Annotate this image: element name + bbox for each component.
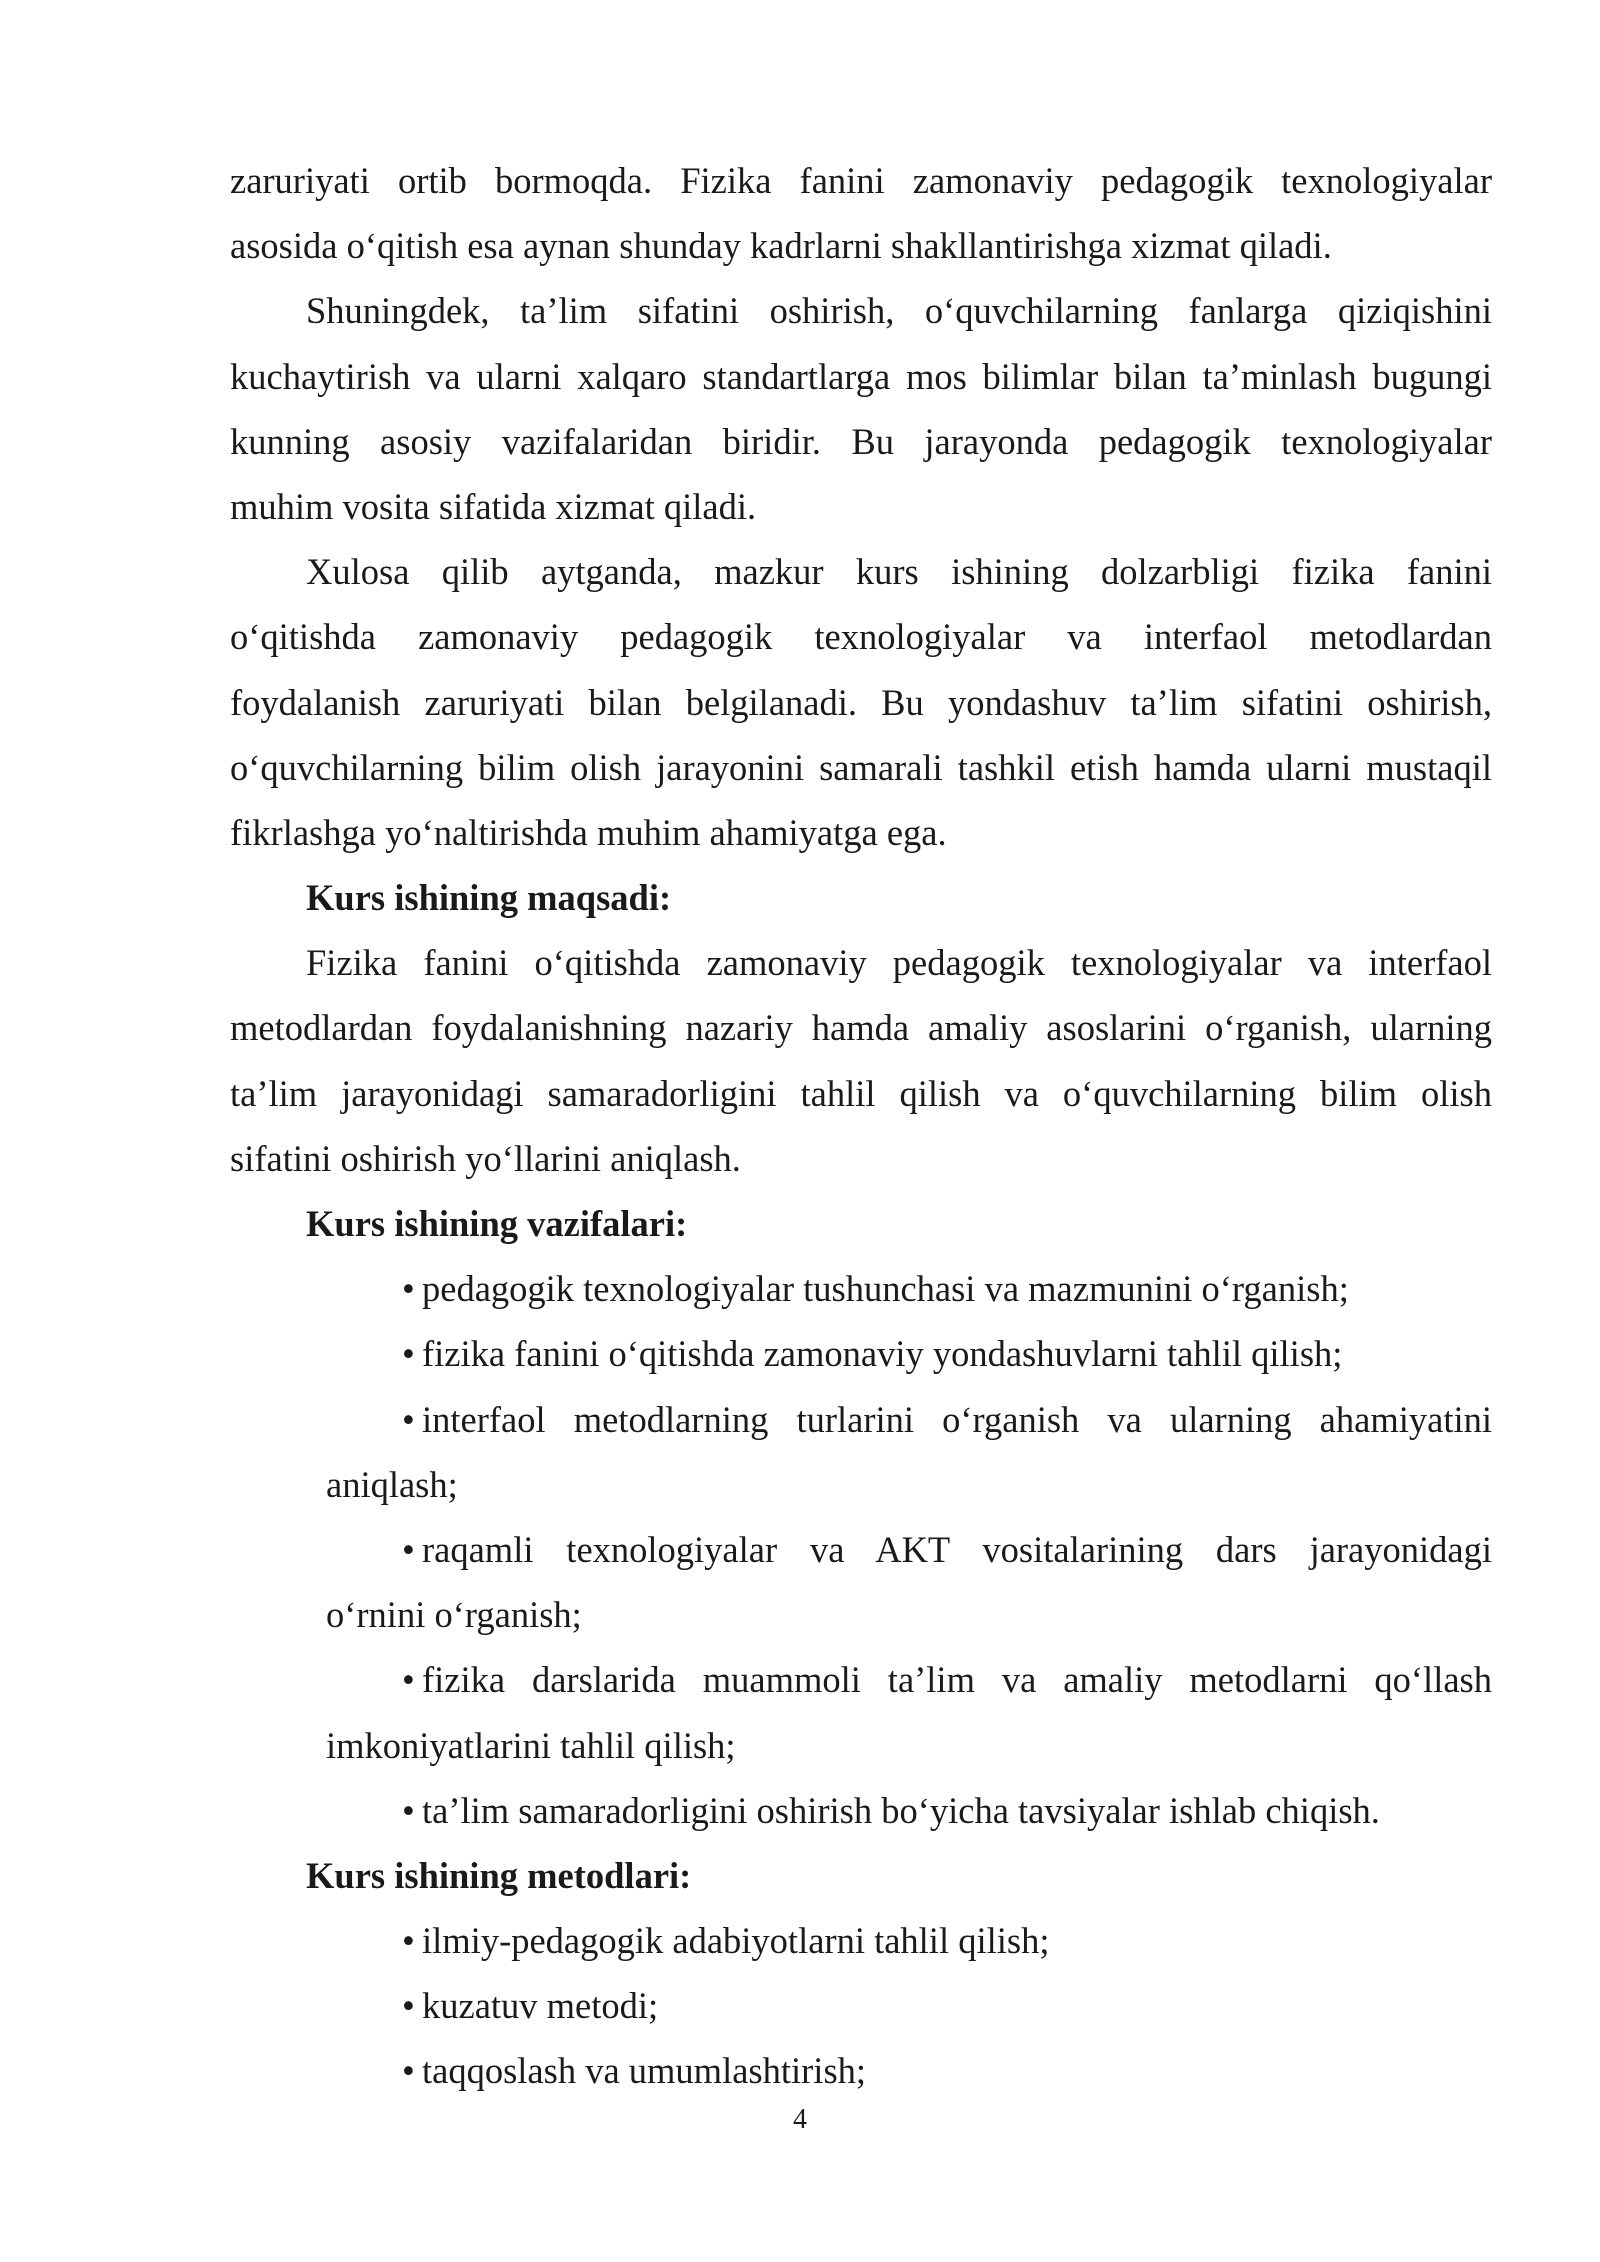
list-item-text: ta’lim samaradorligini oshirish bo‘yicha tavsiyalar ishlab chiqish. [422, 1789, 1380, 1831]
tasks-list [230, 1256, 1492, 1843]
text-line: zaruriyati ortib bormoqda. Fizika fanini zamonaviy pedagogik texnologiyalar [230, 160, 1492, 201]
text-line: sifatini oshirish yo‘llarini aniqlash. [230, 1137, 741, 1179]
list-item-text: ilmiy-pedagogik adabiyotlarni tahlil qilish; [422, 1920, 1050, 1962]
bullet-icon: • [402, 1528, 415, 1570]
text-line: asosida o‘qitish esa aynan shunday kadrlarni shakllantirishga xizmat qiladi. [230, 225, 1332, 267]
heading-tasks: Kurs ishining vazifalari: [306, 1203, 688, 1244]
list-item [230, 1517, 1492, 1582]
text-line: Shuningdek, ta’lim sifatini oshirish, o‘quvchilarning fanlarga qiziqishini [306, 290, 1492, 332]
paragraph-continuation [230, 148, 1492, 278]
document-page [230, 148, 1492, 2104]
text-line: kunning asosiy vazifalaridan biridir. Bu jarayonda pedagogik texnologiyalar [230, 420, 1492, 462]
list-item-text: taqqoslash va umumlashtirish; [422, 2050, 867, 2092]
list-item [230, 1387, 1492, 1452]
text-line: muhim vosita sifatida xizmat qiladi. [230, 485, 757, 527]
paragraph-goal [230, 930, 1492, 1191]
text-line: Fizika fanini o‘qitishda zamonaviy pedagogik texnologiyalar va interfaol [306, 942, 1492, 984]
bullet-icon: • [402, 1789, 415, 1831]
list-item [230, 1973, 1492, 2038]
list-item [230, 1256, 1492, 1321]
text-line: o‘quvchilarning bilim olish jarayonini samarali tashkil etish hamda ularni mustaqil [230, 746, 1492, 788]
text-line: kuchaytirish va ularni xalqaro standartlarga mos bilimlar bilan ta’minlash bugungi [230, 355, 1492, 397]
methods-list [230, 1908, 1492, 2104]
heading-methods: Kurs ishining metodlari: [306, 1854, 692, 1896]
text-line: foydalanish zaruriyati bilan belgilanadi. Bu yondashuv ta’lim sifatini oshirish, [230, 681, 1492, 723]
text-line: fikrlashga yo‘naltirishda muhim ahamiyatga ega. [230, 811, 947, 853]
bullet-icon: • [402, 1659, 415, 1701]
list-item-continuation: o‘rnini o‘rganish; [326, 1594, 582, 1636]
list-item [230, 1647, 1492, 1712]
page-number: 4 [793, 2104, 807, 2135]
list-item [230, 1321, 1492, 1386]
bullet-icon: • [402, 1398, 415, 1440]
heading-goal: Kurs ishining maqsadi: [306, 877, 672, 919]
list-item-text: kuzatuv metodi; [422, 1985, 659, 2027]
text-line: metodlardan foydalanishning nazariy hamda amaliy asoslarini o‘rganish, ularning [230, 1007, 1492, 1049]
list-item-text: pedagogik texnologiyalar tushunchasi va mazmunini o‘rganish; [422, 1268, 1349, 1310]
list-item-text: interfaol metodlarning turlarini o‘rganish va ularning ahamiyatini [422, 1398, 1492, 1440]
paragraph-conclusion [230, 539, 1492, 865]
list-item-continuation: aniqlash; [326, 1463, 458, 1505]
list-item-text: raqamli texnologiyalar va AKT vositalarining dars jarayonidagi [422, 1528, 1492, 1570]
text-line: ta’lim jarayonidagi samaradorligini tahlil qilish va o‘quvchilarning bilim olish [230, 1072, 1492, 1114]
paragraph-education-quality [230, 278, 1492, 539]
text-line: o‘qitishda zamonaviy pedagogik texnologiyalar va interfaol metodlardan [230, 616, 1492, 658]
bullet-icon: • [402, 2050, 415, 2092]
list-item [230, 2038, 1492, 2103]
list-item-text: fizika fanini o‘qitishda zamonaviy yondashuvlarni tahlil qilish; [422, 1333, 1343, 1375]
list-item-text: fizika darslarida muammoli ta’lim va amaliy metodlarni qo‘llash [422, 1659, 1492, 1701]
list-item-continuation: imkoniyatlarini tahlil qilish; [326, 1724, 736, 1766]
bullet-icon: • [402, 1268, 415, 1310]
list-item [230, 1778, 1492, 1843]
bullet-icon: • [402, 1333, 415, 1375]
bullet-icon: • [402, 1920, 415, 1962]
list-item [230, 1908, 1492, 1973]
bullet-icon: • [402, 1985, 415, 2027]
text-line: Xulosa qilib aytganda, mazkur kurs ishining dolzarbligi fizika fanini [306, 551, 1492, 593]
